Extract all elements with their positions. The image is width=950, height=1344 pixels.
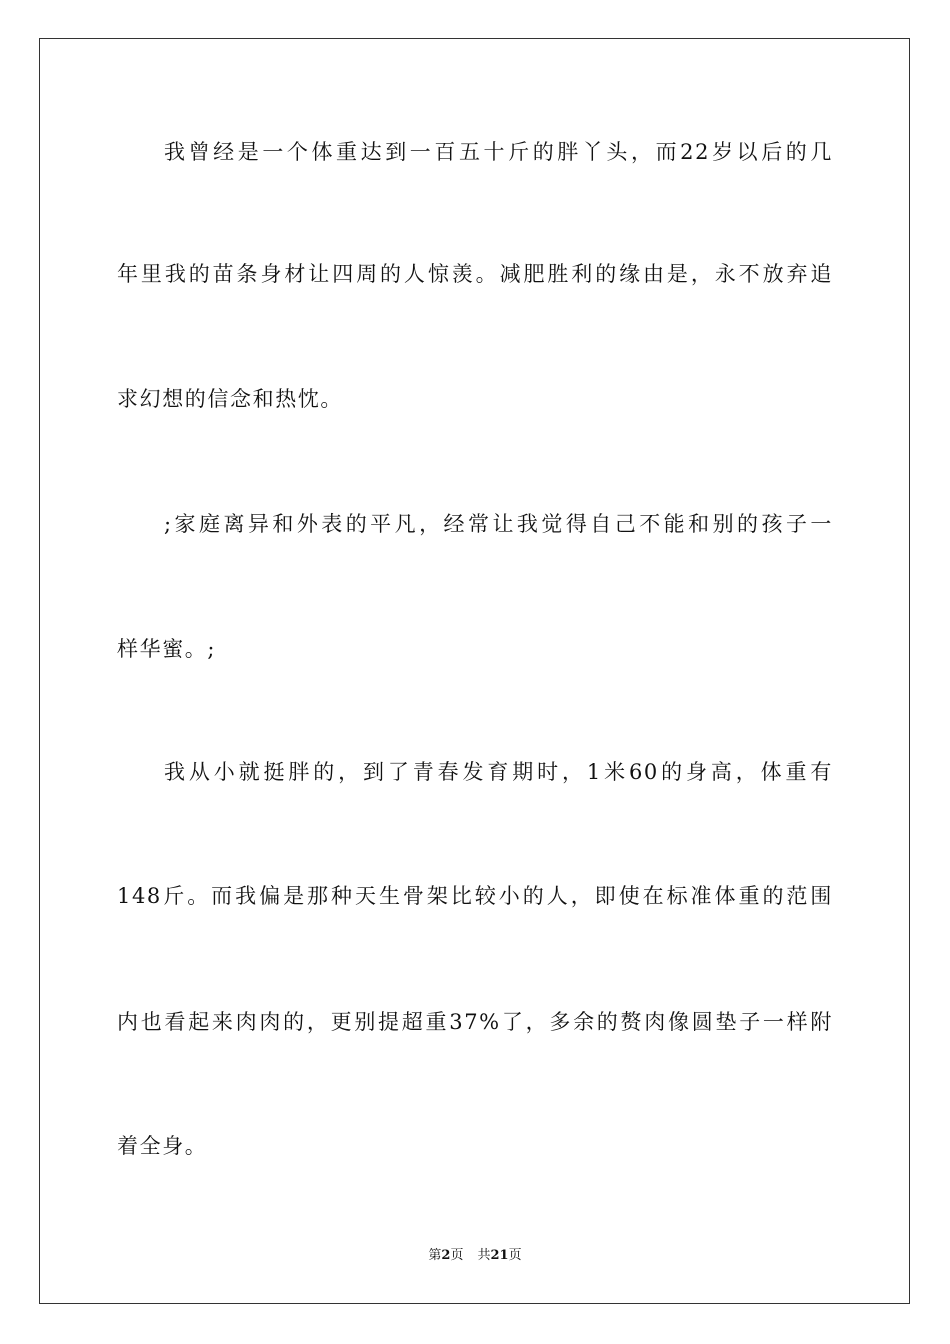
page-prefix: 第 — [428, 1248, 442, 1263]
total-unit: 页 — [508, 1248, 522, 1263]
paragraph-1-line-1: 我曾经是一个体重达到一百五十斤的胖丫头，而22岁以后的几 — [164, 140, 833, 164]
page-footer — [0, 1247, 950, 1265]
paragraph-2-line-1: ;家庭离异和外表的平凡，经常让我觉得自己不能和别的孩子一 — [164, 512, 833, 536]
paragraph-1-line-2: 年里我的苗条身材让四周的人惊羡。减肥胜利的缘由是，永不放弃追 — [117, 262, 833, 286]
page-total: 21 — [490, 1248, 509, 1263]
page-current: 2 — [441, 1248, 451, 1263]
page-frame — [39, 38, 910, 1304]
paragraph-1-line-3: 求幻想的信念和热忱。 — [117, 387, 343, 411]
paragraph-3-line-4: 着全身。 — [117, 1134, 208, 1158]
paragraph-2-line-2: 样华蜜。; — [117, 637, 217, 661]
total-prefix: 共 — [477, 1248, 491, 1263]
page-unit: 页 — [450, 1248, 464, 1263]
paragraph-3-line-1: 我从小就挺胖的，到了青春发育期时，1米60的身高，体重有 — [164, 760, 833, 784]
paragraph-3-line-2: 148斤。而我偏是那种天生骨架比较小的人，即使在标准体重的范围 — [117, 884, 833, 908]
paragraph-3-line-3: 内也看起来肉肉的，更别提超重37%了，多余的赘肉像圆垫子一样附 — [117, 1010, 833, 1034]
